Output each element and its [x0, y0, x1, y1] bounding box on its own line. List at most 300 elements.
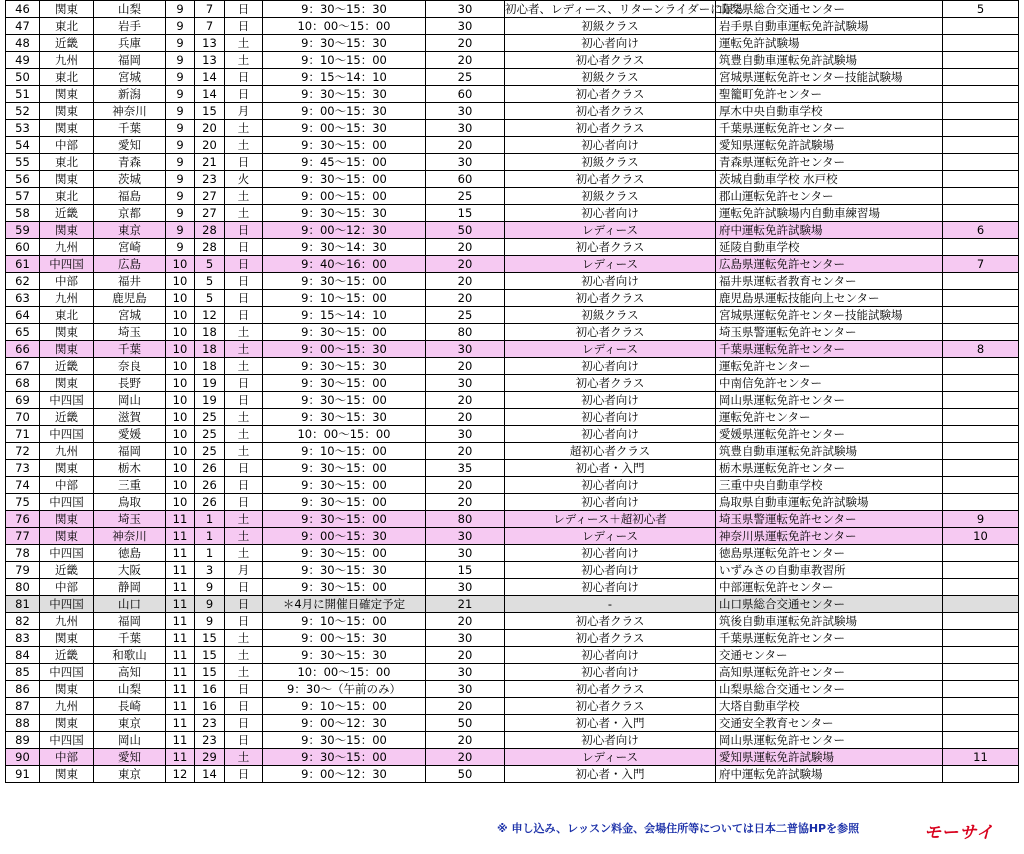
cell-region: 関東 [40, 630, 94, 647]
cell-region: 近畿 [40, 205, 94, 222]
cell-weekday: 日 [225, 732, 263, 749]
cell-venue: 宮城県運転免許センター技能試験場 [716, 69, 943, 86]
cell-weekday: 土 [225, 35, 263, 52]
cell-region: 中四国 [40, 494, 94, 511]
cell-class: 初心者向け [505, 409, 716, 426]
table-row [6, 188, 1019, 205]
cell-prefecture: 宮城 [94, 69, 166, 86]
cell-region: 関東 [40, 1, 94, 18]
table-row [6, 664, 1019, 681]
cell-day: 1 [195, 511, 225, 528]
cell-capacity: 30 [426, 426, 505, 443]
cell-capacity: 30 [426, 1, 505, 18]
cell-class: レディース [505, 528, 716, 545]
table-row [6, 69, 1019, 86]
cell-class: 初心者クラス [505, 698, 716, 715]
table-row [6, 766, 1019, 783]
cell-region: 近畿 [40, 409, 94, 426]
cell-day: 18 [195, 341, 225, 358]
cell-no: 90 [6, 749, 40, 766]
cell-venue: 埼玉県警運転免許センター [716, 511, 943, 528]
cell-capacity: 30 [426, 103, 505, 120]
cell-weekday: 土 [225, 749, 263, 766]
cell-day: 15 [195, 664, 225, 681]
cell-ref [943, 392, 1019, 409]
cell-capacity: 20 [426, 392, 505, 409]
cell-prefecture: 山口 [94, 596, 166, 613]
cell-no: 75 [6, 494, 40, 511]
cell-month: 10 [166, 392, 195, 409]
cell-weekday: 土 [225, 205, 263, 222]
cell-weekday: 土 [225, 137, 263, 154]
cell-region: 関東 [40, 766, 94, 783]
cell-venue: 千葉県運転免許センター [716, 341, 943, 358]
cell-day: 14 [195, 69, 225, 86]
cell-capacity: 20 [426, 732, 505, 749]
cell-time: 9：30～15：30 [263, 647, 426, 664]
cell-prefecture: 宮城 [94, 307, 166, 324]
cell-region: 中部 [40, 137, 94, 154]
cell-ref: 5 [943, 1, 1019, 18]
cell-region: 中四国 [40, 664, 94, 681]
cell-class: 初心者クラス [505, 86, 716, 103]
table-row [6, 443, 1019, 460]
cell-no: 73 [6, 460, 40, 477]
schedule-table [5, 0, 1019, 783]
cell-ref [943, 103, 1019, 120]
cell-venue: 筑豊自動車運転免許試験場 [716, 443, 943, 460]
cell-day: 13 [195, 35, 225, 52]
cell-weekday: 日 [225, 239, 263, 256]
table-row [6, 52, 1019, 69]
cell-ref [943, 647, 1019, 664]
cell-no: 60 [6, 239, 40, 256]
cell-region: 東北 [40, 154, 94, 171]
cell-ref [943, 273, 1019, 290]
cell-time: 9：00～15：30 [263, 528, 426, 545]
cell-ref: 6 [943, 222, 1019, 239]
cell-venue: 高知県運転免許センター [716, 664, 943, 681]
cell-venue: 山口県総合交通センター [716, 596, 943, 613]
cell-day: 9 [195, 579, 225, 596]
cell-day: 14 [195, 86, 225, 103]
cell-venue: 千葉県運転免許センター [716, 120, 943, 137]
cell-month: 9 [166, 18, 195, 35]
table-row [6, 579, 1019, 596]
cell-prefecture: 青森 [94, 154, 166, 171]
cell-ref [943, 715, 1019, 732]
cell-class: 初心者向け [505, 426, 716, 443]
cell-class: 初心者向け [505, 562, 716, 579]
cell-region: 近畿 [40, 358, 94, 375]
cell-month: 11 [166, 749, 195, 766]
table-row [6, 273, 1019, 290]
cell-time: 9：30～15：00 [263, 273, 426, 290]
cell-class: 初心者クラス [505, 290, 716, 307]
cell-weekday: 日 [225, 290, 263, 307]
cell-prefecture: 神奈川 [94, 528, 166, 545]
cell-day: 23 [195, 732, 225, 749]
cell-no: 79 [6, 562, 40, 579]
cell-capacity: 25 [426, 69, 505, 86]
cell-prefecture: 千葉 [94, 630, 166, 647]
cell-class: 初心者向け [505, 647, 716, 664]
cell-month: 9 [166, 205, 195, 222]
table-row [6, 749, 1019, 766]
cell-day: 9 [195, 596, 225, 613]
cell-capacity: 20 [426, 477, 505, 494]
cell-no: 58 [6, 205, 40, 222]
cell-region: 東北 [40, 188, 94, 205]
cell-ref [943, 664, 1019, 681]
cell-region: 関東 [40, 171, 94, 188]
cell-ref [943, 137, 1019, 154]
cell-time: 9：30～15：00 [263, 494, 426, 511]
table-row [6, 698, 1019, 715]
cell-month: 10 [166, 409, 195, 426]
cell-time: 9：30～（午前のみ） [263, 681, 426, 698]
cell-ref [943, 239, 1019, 256]
cell-time: 9：30～15：00 [263, 460, 426, 477]
cell-weekday: 日 [225, 681, 263, 698]
cell-day: 20 [195, 137, 225, 154]
cell-prefecture: 東京 [94, 766, 166, 783]
table-row [6, 460, 1019, 477]
table-row [6, 324, 1019, 341]
cell-no: 83 [6, 630, 40, 647]
cell-venue: 栃木県運転免許センター [716, 460, 943, 477]
cell-prefecture: 岩手 [94, 18, 166, 35]
table-row [6, 732, 1019, 749]
cell-month: 11 [166, 545, 195, 562]
cell-time: 9：30～15：00 [263, 732, 426, 749]
cell-venue: 愛媛県運転免許センター [716, 426, 943, 443]
cell-prefecture: 高知 [94, 664, 166, 681]
cell-prefecture: 埼玉 [94, 324, 166, 341]
cell-weekday: 日 [225, 766, 263, 783]
cell-day: 15 [195, 103, 225, 120]
cell-region: 関東 [40, 86, 94, 103]
cell-day: 14 [195, 766, 225, 783]
cell-no: 57 [6, 188, 40, 205]
cell-time: 9：10～15：00 [263, 290, 426, 307]
cell-day: 28 [195, 239, 225, 256]
cell-time: 9：00～15：30 [263, 341, 426, 358]
cell-prefecture: 栃木 [94, 460, 166, 477]
cell-class: 初級クラス [505, 69, 716, 86]
cell-region: 近畿 [40, 35, 94, 52]
cell-capacity: 30 [426, 630, 505, 647]
cell-venue: 三重中央自動車学校 [716, 477, 943, 494]
cell-region: 関東 [40, 103, 94, 120]
table-row [6, 103, 1019, 120]
cell-prefecture: 静岡 [94, 579, 166, 596]
cell-day: 25 [195, 409, 225, 426]
cell-ref [943, 188, 1019, 205]
cell-ref [943, 35, 1019, 52]
cell-no: 50 [6, 69, 40, 86]
cell-region: 関東 [40, 120, 94, 137]
cell-capacity: 20 [426, 273, 505, 290]
cell-class: 初心者向け [505, 392, 716, 409]
cell-time: 9：30～15：00 [263, 749, 426, 766]
cell-capacity: 30 [426, 528, 505, 545]
cell-venue: 山梨県総合交通センター [716, 1, 943, 18]
cell-ref: 10 [943, 528, 1019, 545]
cell-venue: 府中運転免許試験場 [716, 766, 943, 783]
cell-class: 初心者向け [505, 35, 716, 52]
cell-ref [943, 307, 1019, 324]
cell-weekday: 日 [225, 477, 263, 494]
cell-class: 初心者向け [505, 273, 716, 290]
cell-capacity: 20 [426, 613, 505, 630]
cell-capacity: 20 [426, 647, 505, 664]
cell-day: 27 [195, 205, 225, 222]
cell-month: 12 [166, 766, 195, 783]
cell-month: 10 [166, 307, 195, 324]
cell-no: 61 [6, 256, 40, 273]
cell-class: 初心者向け [505, 664, 716, 681]
cell-region: 関東 [40, 341, 94, 358]
cell-class: 初心者向け [505, 358, 716, 375]
cell-no: 65 [6, 324, 40, 341]
cell-time: 9：00～15：00 [263, 188, 426, 205]
cell-venue: 運転免許試験場内自動車練習場 [716, 205, 943, 222]
cell-prefecture: 京都 [94, 205, 166, 222]
cell-capacity: 20 [426, 52, 505, 69]
cell-region: 東北 [40, 307, 94, 324]
cell-weekday: 土 [225, 409, 263, 426]
cell-prefecture: 和歌山 [94, 647, 166, 664]
cell-month: 10 [166, 341, 195, 358]
cell-day: 25 [195, 443, 225, 460]
cell-ref [943, 154, 1019, 171]
cell-ref [943, 613, 1019, 630]
cell-region: 中部 [40, 749, 94, 766]
cell-region: 中部 [40, 477, 94, 494]
cell-day: 23 [195, 715, 225, 732]
cell-ref [943, 409, 1019, 426]
cell-no: 86 [6, 681, 40, 698]
cell-no: 84 [6, 647, 40, 664]
cell-day: 26 [195, 494, 225, 511]
cell-weekday: 日 [225, 579, 263, 596]
cell-weekday: 火 [225, 171, 263, 188]
cell-prefecture: 福岡 [94, 613, 166, 630]
cell-venue: 筑豊自動車運転免許試験場 [716, 52, 943, 69]
cell-region: 中四国 [40, 392, 94, 409]
cell-month: 10 [166, 324, 195, 341]
table-row [6, 120, 1019, 137]
cell-no: 70 [6, 409, 40, 426]
cell-weekday: 日 [225, 494, 263, 511]
cell-day: 5 [195, 290, 225, 307]
cell-time: 9：15～14：10 [263, 69, 426, 86]
cell-prefecture: 長崎 [94, 698, 166, 715]
cell-capacity: 30 [426, 664, 505, 681]
cell-prefecture: 福井 [94, 273, 166, 290]
cell-ref [943, 358, 1019, 375]
cell-capacity: 20 [426, 256, 505, 273]
cell-venue: 運転免許センター [716, 358, 943, 375]
cell-prefecture: 大阪 [94, 562, 166, 579]
cell-capacity: 30 [426, 375, 505, 392]
cell-weekday: 日 [225, 375, 263, 392]
cell-month: 9 [166, 239, 195, 256]
cell-weekday: 土 [225, 120, 263, 137]
cell-ref [943, 698, 1019, 715]
cell-no: 69 [6, 392, 40, 409]
cell-class: 初心者クラス [505, 239, 716, 256]
cell-prefecture: 兵庫 [94, 35, 166, 52]
cell-venue: 宮城県運転免許センター技能試験場 [716, 307, 943, 324]
table-row [6, 681, 1019, 698]
cell-month: 9 [166, 120, 195, 137]
cell-region: 関東 [40, 681, 94, 698]
cell-prefecture: 東京 [94, 222, 166, 239]
cell-no: 85 [6, 664, 40, 681]
cell-ref [943, 596, 1019, 613]
cell-no: 89 [6, 732, 40, 749]
cell-weekday: 土 [225, 52, 263, 69]
cell-prefecture: 千葉 [94, 341, 166, 358]
cell-ref [943, 460, 1019, 477]
cell-class: 初心者向け [505, 477, 716, 494]
cell-class: 初心者クラス [505, 681, 716, 698]
cell-no: 76 [6, 511, 40, 528]
cell-class: - [505, 596, 716, 613]
cell-day: 13 [195, 52, 225, 69]
cell-venue: 山梨県総合交通センター [716, 681, 943, 698]
cell-venue: 岩手県自動車運転免許試験場 [716, 18, 943, 35]
cell-ref [943, 52, 1019, 69]
cell-weekday: 日 [225, 613, 263, 630]
cell-no: 66 [6, 341, 40, 358]
cell-venue: 青森県運転免許センター [716, 154, 943, 171]
cell-day: 1 [195, 528, 225, 545]
cell-class: 初心者向け [505, 545, 716, 562]
cell-no: 56 [6, 171, 40, 188]
cell-day: 26 [195, 460, 225, 477]
cell-time: 9：30～15：30 [263, 86, 426, 103]
cell-no: 72 [6, 443, 40, 460]
cell-prefecture: 愛媛 [94, 426, 166, 443]
cell-capacity: 15 [426, 205, 505, 222]
cell-venue: 大塔自動車学校 [716, 698, 943, 715]
cell-prefecture: 新潟 [94, 86, 166, 103]
cell-capacity: 50 [426, 715, 505, 732]
table-row [6, 1, 1019, 18]
cell-region: 関東 [40, 375, 94, 392]
cell-ref [943, 630, 1019, 647]
cell-prefecture: 愛知 [94, 749, 166, 766]
cell-class: 初心者・入門 [505, 460, 716, 477]
table-row [6, 477, 1019, 494]
cell-class: 初心者クラス [505, 613, 716, 630]
cell-month: 9 [166, 103, 195, 120]
cell-capacity: 25 [426, 307, 505, 324]
cell-capacity: 20 [426, 35, 505, 52]
cell-weekday: 土 [225, 630, 263, 647]
cell-venue: 徳島県運転免許センター [716, 545, 943, 562]
cell-no: 53 [6, 120, 40, 137]
cell-day: 1 [195, 545, 225, 562]
cell-time: 9：10～15：00 [263, 613, 426, 630]
cell-ref: 7 [943, 256, 1019, 273]
cell-region: 東北 [40, 69, 94, 86]
cell-month: 9 [166, 52, 195, 69]
cell-ref [943, 494, 1019, 511]
cell-ref [943, 579, 1019, 596]
cell-capacity: 25 [426, 188, 505, 205]
cell-prefecture: 徳島 [94, 545, 166, 562]
cell-class: 初級クラス [505, 154, 716, 171]
cell-region: 九州 [40, 613, 94, 630]
cell-venue: いずみさの自動車教習所 [716, 562, 943, 579]
cell-prefecture: 福岡 [94, 52, 166, 69]
cell-capacity: 30 [426, 154, 505, 171]
cell-prefecture: 埼玉 [94, 511, 166, 528]
cell-day: 26 [195, 477, 225, 494]
cell-prefecture: 鹿児島 [94, 290, 166, 307]
cell-region: 九州 [40, 239, 94, 256]
cell-time: 9：40～16：00 [263, 256, 426, 273]
cell-month: 10 [166, 256, 195, 273]
cell-prefecture: 長野 [94, 375, 166, 392]
cell-time: 9：30～15：30 [263, 35, 426, 52]
cell-no: 78 [6, 545, 40, 562]
cell-day: 5 [195, 256, 225, 273]
cell-venue: 岡山県運転免許センター [716, 392, 943, 409]
cell-weekday: 日 [225, 18, 263, 35]
table-row [6, 647, 1019, 664]
cell-venue: 鹿児島県運転技能向上センター [716, 290, 943, 307]
cell-weekday: 日 [225, 222, 263, 239]
cell-no: 63 [6, 290, 40, 307]
cell-month: 9 [166, 137, 195, 154]
cell-venue: 厚木中央自動車学校 [716, 103, 943, 120]
cell-prefecture: 山梨 [94, 681, 166, 698]
cell-month: 10 [166, 426, 195, 443]
cell-no: 67 [6, 358, 40, 375]
table-row [6, 358, 1019, 375]
cell-time: 9：30～15：30 [263, 205, 426, 222]
cell-region: 近畿 [40, 647, 94, 664]
cell-time: 9：00～12：30 [263, 222, 426, 239]
cell-day: 29 [195, 749, 225, 766]
cell-weekday: 日 [225, 715, 263, 732]
cell-class: 初心者クラス [505, 103, 716, 120]
cell-no: 52 [6, 103, 40, 120]
cell-capacity: 30 [426, 18, 505, 35]
cell-no: 68 [6, 375, 40, 392]
cell-time: 10：00～15：00 [263, 18, 426, 35]
cell-month: 11 [166, 664, 195, 681]
cell-venue: 交通センター [716, 647, 943, 664]
cell-weekday: 土 [225, 443, 263, 460]
cell-weekday: 日 [225, 86, 263, 103]
cell-prefecture: 奈良 [94, 358, 166, 375]
cell-region: 中四国 [40, 256, 94, 273]
cell-time: 9：30～15：00 [263, 511, 426, 528]
cell-prefecture: 愛知 [94, 137, 166, 154]
cell-time: 9：30～15：00 [263, 324, 426, 341]
cell-capacity: 50 [426, 766, 505, 783]
cell-no: 62 [6, 273, 40, 290]
cell-class: 初心者向け [505, 137, 716, 154]
cell-ref [943, 562, 1019, 579]
cell-time: 9：30～14：30 [263, 239, 426, 256]
